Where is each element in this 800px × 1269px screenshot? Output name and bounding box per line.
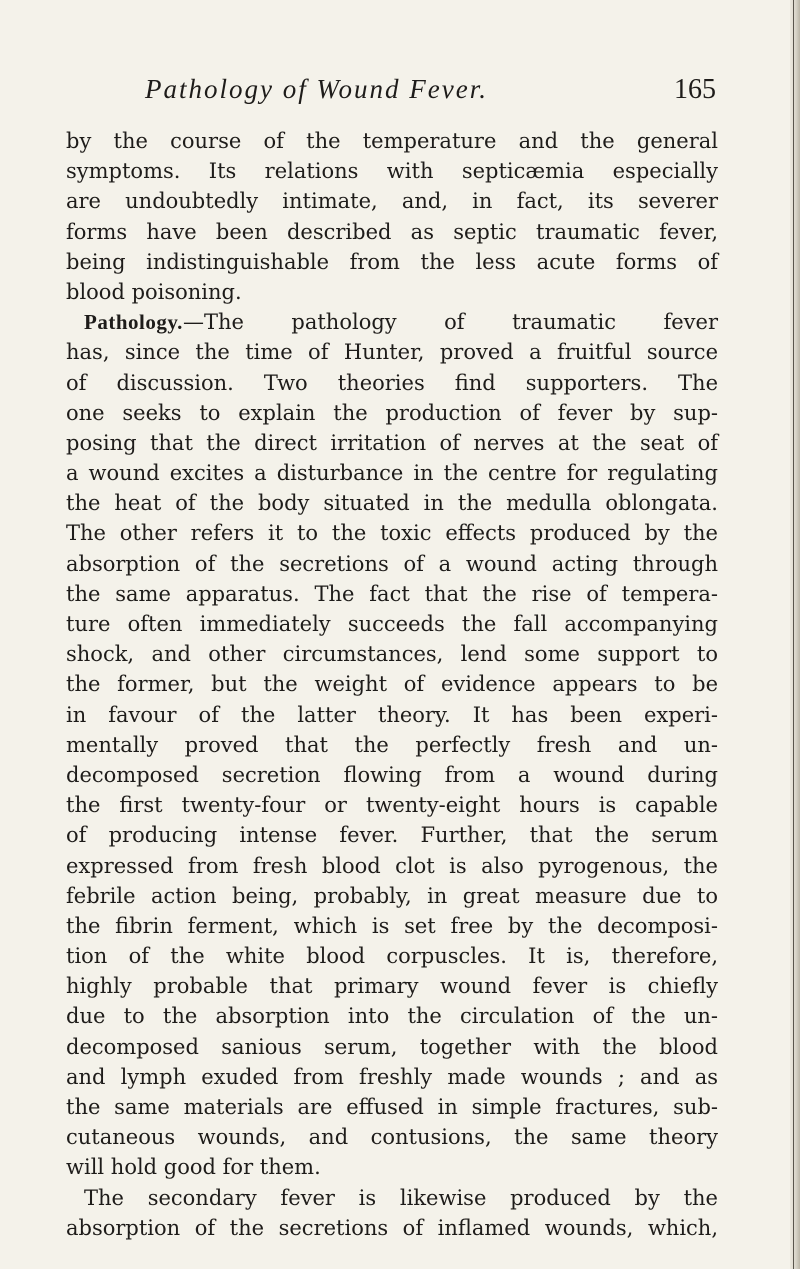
text-line: due to the absorption into the circulation of the un- [66,1004,718,1029]
text-line: being indistinguishable from the less acute forms of [66,249,718,274]
text-line: has, since the time of Hunter, proved a fruitful source [66,340,718,365]
text-line: tion of the white blood corpuscles. It is, therefore, [66,944,718,969]
text-line: a wound excites a disturbance in the centre for regulating [66,461,718,486]
text-line: blood poisoning. [66,279,242,304]
text-line: in favour of the latter theory. It has been experi- [66,702,718,727]
text-line: shock, and other circumstances, lend some support to [66,642,718,667]
page-edge-shadow [790,0,800,1269]
text-line: by the course of the temperature and the general [66,129,718,153]
page-header [68,70,716,114]
text-line: one seeks to explain the production of fever by sup- [66,400,718,425]
text-line: decomposed secretion flowing from a wound during [66,762,718,787]
text-line: and lymph exuded from freshly made wounds ; and as [66,1064,718,1089]
text-line: are undoubtedly intimate, and, in fact, its severer [66,189,718,214]
running-title: Pathology of Wound Fever. [145,74,488,104]
text-line: highly probable that primary wound fever is chiefly [66,974,718,999]
text-line: the former, but the weight of evidence appears to be [66,672,718,697]
text-line: absorption of the secretions of inflamed wounds, which, [66,1215,718,1240]
text-line: symptoms. Its relations with septicæmia especially [66,159,718,184]
text-line: absorption of the secretions of a wound acting through [66,551,718,576]
text-line: the same materials are effused in simple fractures, sub- [66,1095,718,1119]
page-number: 165 [674,74,716,105]
text-line: The secondary fever is likewise produced by the [84,1185,718,1210]
text-line: mentally proved that the perfectly fresh and un- [66,732,718,757]
section-heading: Pathology. [84,310,183,335]
text-line: expressed from fresh blood clot is also pyrogenous, the [66,853,718,878]
text-line: the fibrin ferment, which is set free by the decomposi- [66,913,718,938]
text-line: the same apparatus. The fact that the rise of tempera- [66,581,718,606]
text-line: of producing intense fever. Further, that the serum [66,823,718,848]
text-line-remainder: —The pathology of traumatic fever [182,310,718,335]
text-line: the heat of the body situated in the medulla oblongata. [66,491,718,516]
text-line: ture often immediately succeeds the fall accompanying [66,612,718,636]
text-line: forms have been described as septic traumatic fever, [66,219,718,244]
text-line: the first twenty-four or twenty-eight hours is capable [66,793,718,818]
body-text [66,126,718,1243]
text-line: posing that the direct irritation of nerves at the seat of [66,430,718,455]
page-edge-line [793,0,794,1269]
text-line: febrile action being, probably, in great measure due to [66,883,718,908]
text-line: cutaneous wounds, and contusions, the same theory [66,1125,718,1150]
text-line: will hold good for them. [66,1155,321,1180]
text-line: The other refers it to the toxic effects produced by the [66,521,718,546]
text-line: of discussion. Two theories find supporters. The [66,370,718,395]
text-line-with-heading [66,307,718,337]
text-line: decomposed sanious serum, together with the blood [66,1034,718,1059]
